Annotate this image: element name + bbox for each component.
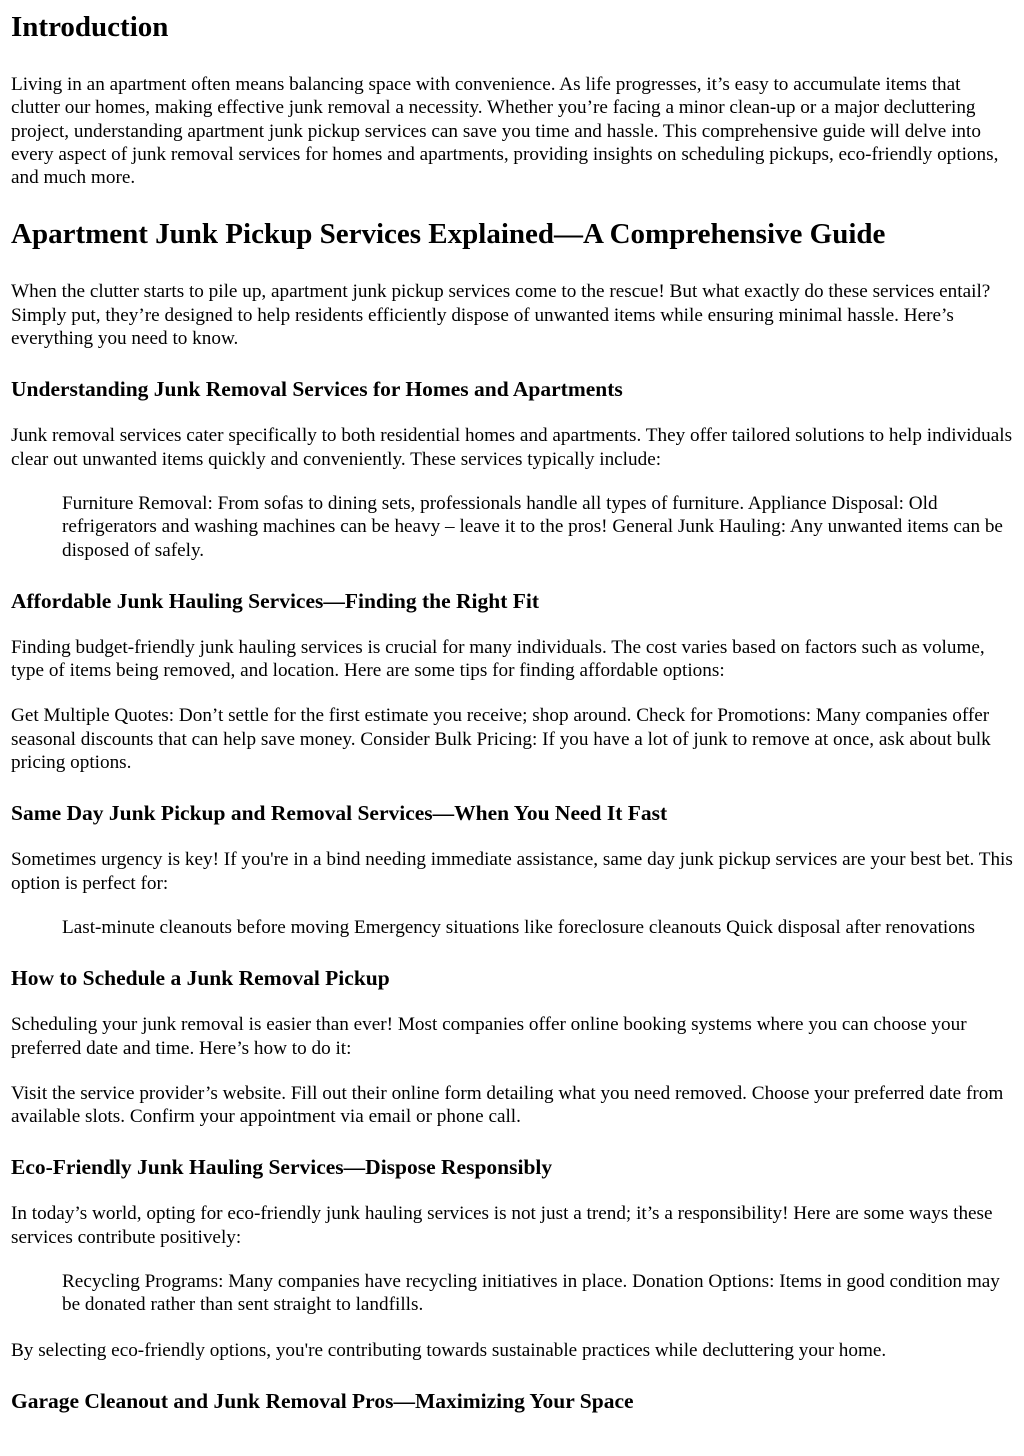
eco-quote: Recycling Programs: Many companies have recycling initiatives in place. Donation Options: Items in good condition may be donated rather than sent straight to landfills. bbox=[62, 1271, 1000, 1316]
article bbox=[0, 10, 1024, 1414]
understanding-paragraph: Junk removal services cater specifically to both residential homes and apartments. They offer tailored solutions to help individuals clear out unwanted items quickly and conveniently. These services typically include: bbox=[11, 425, 1013, 470]
intro-heading: Introduction bbox=[11, 11, 169, 43]
same-day-quote: Last-minute cleanouts before moving Emergency situations like foreclosure cleanouts Quick disposal after renovations bbox=[62, 916, 975, 938]
affordable-heading: Affordable Junk Hauling Services—Finding the Right Fit bbox=[11, 588, 539, 613]
same-day-heading: Same Day Junk Pickup and Removal Services—When You Need It Fast bbox=[11, 801, 668, 826]
services-list-quote: Furniture Removal: From sofas to dining sets, professionals handle all types of furniture. Appliance Disposal: Old refrigerators and washing machines can be heavy – leave it to the pros! General Junk Hauling: Any unwanted items can be disposed of safely. bbox=[62, 492, 1003, 561]
eco-closing: By selecting eco-friendly options, you're contributing towards sustainable practices while decluttering your home. bbox=[11, 1339, 887, 1361]
same-day-paragraph: Sometimes urgency is key! If you're in a bind needing immediate assistance, same day junk pickup services are your best bet. This option is perfect for: bbox=[11, 849, 1013, 894]
guide-heading: Apartment Junk Pickup Services Explained—A Comprehensive Guide bbox=[11, 218, 886, 251]
eco-paragraph: In today’s world, opting for eco-friendly junk hauling services is not just a trend; it’s a responsibility! Here are some ways these services contribute positively: bbox=[11, 1203, 993, 1248]
garage-heading: Garage Cleanout and Junk Removal Pros—Maximizing Your Space bbox=[11, 1388, 634, 1413]
understanding-heading: Understanding Junk Removal Services for Homes and Apartments bbox=[11, 377, 623, 402]
eco-heading: Eco-Friendly Junk Hauling Services—Dispose Responsibly bbox=[11, 1155, 553, 1180]
affordable-paragraph: Finding budget-friendly junk hauling services is crucial for many individuals. The cost varies based on factors such as volume, type of items being removed, and location. Here are some tips for finding affordable options: bbox=[11, 636, 985, 682]
intro-paragraph: Living in an apartment often means balancing space with convenience. As life progresses, it’s easy to accumulate items that clutter our homes, making effective junk removal a necessity. Whether you’re facing a minor clean-up or a major decluttering project, understanding apartment junk pickup services can save you time and hassle. This comprehensive guide will delve into every aspect of junk removal services for homes and apartments, providing insights on scheduling pickups, eco-friendly options, and much more. bbox=[11, 74, 999, 189]
affordable-tips: Get Multiple Quotes: Don’t settle for the first estimate you receive; shop around. Check for Promotions: Many companies offer seasonal discounts that can help save money. Consider Bulk Pricing: If you have a lot of junk to remove at once, ask about bulk pricing options. bbox=[11, 705, 991, 774]
schedule-paragraph: Scheduling your junk removal is easier than ever! Most companies offer online booking systems where you can choose your preferred date and time. Here’s how to do it: bbox=[11, 1014, 967, 1059]
guide-paragraph: When the clutter starts to pile up, apartment junk pickup services come to the rescue! But what exactly do these services entail? Simply put, they’re designed to help residents efficiently dispose of unwanted items while ensuring minimal hassle. Here’s everything you need to know. bbox=[11, 281, 991, 350]
schedule-steps: Visit the service provider’s website. Fill out their online form detailing what you need removed. Choose your preferred date from available slots. Confirm your appointment via email or phone call. bbox=[11, 1082, 1004, 1128]
schedule-heading: How to Schedule a Junk Removal Pickup bbox=[11, 966, 390, 991]
